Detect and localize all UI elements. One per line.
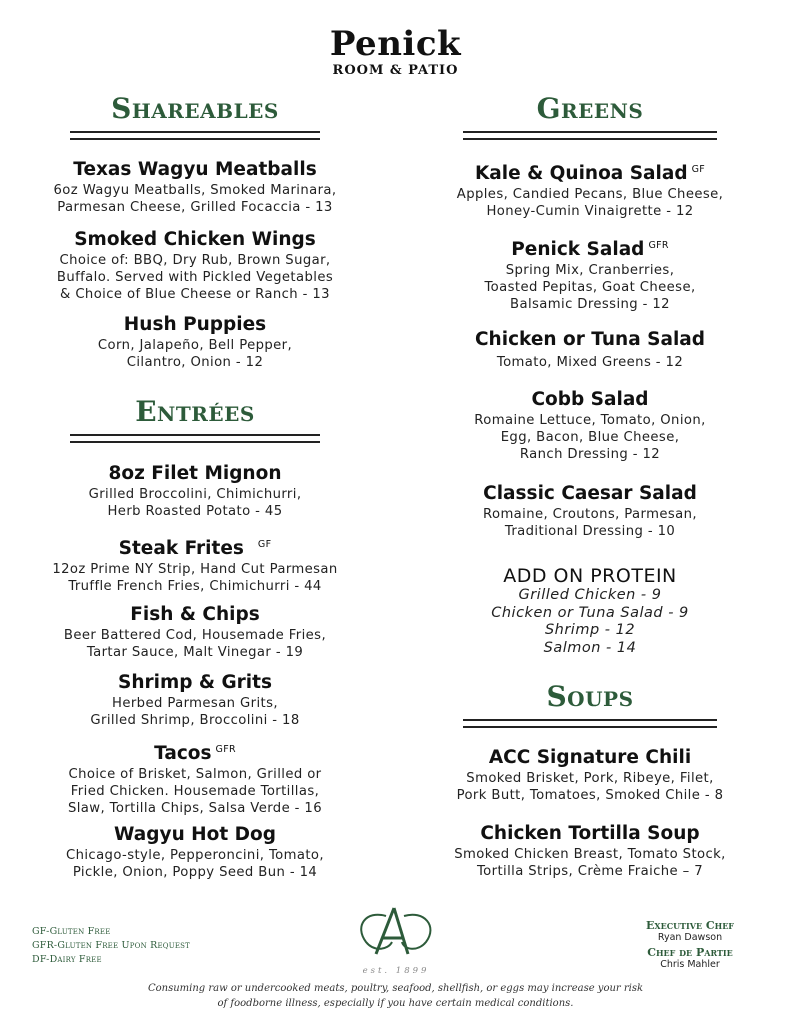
item-name-row bbox=[35, 533, 355, 561]
section-title-entrees: Entrées bbox=[135, 395, 255, 428]
menu-item bbox=[35, 603, 355, 661]
add-on-item: Grilled Chicken - 9 bbox=[518, 587, 662, 603]
item-desc: Toasted Pepitas, Goat Cheese, bbox=[484, 280, 696, 296]
item-desc: Tomato, Mixed Greens - 12 bbox=[496, 355, 684, 370]
item-name: 8oz Filet Mignon bbox=[108, 463, 282, 484]
emblem-icon bbox=[346, 902, 446, 962]
item-desc: Apples, Candied Pecans, Blue Cheese, bbox=[456, 187, 724, 203]
item-name-row bbox=[35, 738, 355, 766]
menu-item bbox=[430, 328, 750, 371]
item-desc: Slaw, Tortilla Chips, Salsa Verde - 16 bbox=[67, 801, 323, 817]
restaurant-subtitle: ROOM & PATIO bbox=[332, 63, 459, 78]
section-title-shareables: Shareables bbox=[111, 92, 279, 125]
menu-item bbox=[35, 671, 355, 729]
add-on-title: ADD ON PROTEIN bbox=[503, 565, 677, 587]
item-desc: Smoked Brisket, Pork, Ribeye, Filet, bbox=[466, 771, 714, 786]
item-name: Chicken Tortilla Soup bbox=[480, 823, 700, 844]
menu-item bbox=[35, 313, 355, 371]
item-name: Kale & Quinoa Salad bbox=[474, 163, 688, 185]
chef-credits bbox=[630, 919, 750, 970]
item-desc: Truffle French Fries, Chimichurri - 44 bbox=[68, 579, 322, 595]
item-desc: Cilantro, Onion - 12 bbox=[126, 355, 264, 370]
legend-item: DF-Dairy Free bbox=[32, 954, 102, 965]
item-desc: Herb Roasted Potato - 45 bbox=[107, 504, 283, 519]
item-name-row bbox=[430, 158, 750, 186]
menu-item bbox=[35, 158, 355, 216]
item-desc: Smoked Chicken Breast, Tomato Stock, bbox=[454, 847, 726, 862]
item-desc: Chicago-style, Pepperoncini, Tomato, bbox=[66, 848, 324, 863]
club-emblem bbox=[346, 902, 446, 976]
menu-item bbox=[430, 158, 750, 220]
item-desc: Buffalo. Served with Pickled Vegetables bbox=[56, 270, 334, 285]
item-name-row bbox=[430, 234, 750, 262]
item-desc: Romaine Lettuce, Tomato, Onion, bbox=[474, 413, 706, 428]
item-desc: Tortilla Strips, Crème Fraiche – 7 bbox=[476, 864, 704, 879]
item-desc: Choice of Brisket, Salmon, Grilled or bbox=[68, 767, 322, 783]
menu-item bbox=[430, 746, 750, 804]
section-divider bbox=[70, 131, 320, 140]
item-desc: Fried Chicken. Housemade Tortillas, bbox=[70, 784, 320, 800]
item-name: Steak Frites bbox=[118, 538, 244, 560]
add-on-item: Shrimp - 12 bbox=[544, 622, 636, 638]
menu-item bbox=[430, 388, 750, 463]
menu-item bbox=[35, 228, 355, 303]
restaurant-logo: Penick bbox=[329, 24, 462, 64]
item-name: Classic Caesar Salad bbox=[483, 483, 697, 504]
item-desc: Egg, Bacon, Blue Cheese, bbox=[500, 430, 680, 445]
item-desc: Herbed Parmesan Grits, bbox=[112, 696, 278, 711]
item-desc: Grilled Shrimp, Broccolini - 18 bbox=[90, 713, 300, 728]
menu-item bbox=[430, 822, 750, 880]
disclaimer-line: of foodborne illness, especially if you have certain medical conditions. bbox=[217, 998, 574, 1009]
dietary-tag: GF bbox=[257, 539, 272, 550]
dietary-tag: GFR bbox=[648, 240, 669, 251]
section-divider bbox=[70, 434, 320, 443]
add-on-protein bbox=[430, 565, 750, 657]
menu-item bbox=[35, 738, 355, 817]
dietary-tag: GFR bbox=[215, 744, 236, 755]
food-safety-disclaimer bbox=[60, 981, 731, 1011]
partie-chef-title: Chef de Partie bbox=[647, 946, 733, 959]
item-desc: Spring Mix, Cranberries, bbox=[505, 263, 675, 279]
item-name: Texas Wagyu Meatballs bbox=[73, 159, 317, 180]
item-name: Penick Salad bbox=[511, 239, 645, 261]
item-desc: Corn, Jalapeño, Bell Pepper, bbox=[97, 338, 293, 353]
item-desc: Parmesan Cheese, Grilled Focaccia - 13 bbox=[57, 200, 333, 215]
partie-chef-name: Chris Mahler bbox=[660, 959, 720, 970]
item-desc: Traditional Dressing - 10 bbox=[504, 524, 676, 539]
item-name: Wagyu Hot Dog bbox=[114, 824, 276, 845]
item-desc: Ranch Dressing - 12 bbox=[519, 447, 661, 462]
item-desc: 12oz Prime NY Strip, Hand Cut Parmesan bbox=[52, 562, 338, 578]
item-desc: 6oz Wagyu Meatballs, Smoked Marinara, bbox=[53, 183, 337, 198]
item-name: ACC Signature Chili bbox=[488, 747, 692, 768]
menu-item bbox=[35, 533, 355, 595]
item-desc: Pickle, Onion, Poppy Seed Bun - 14 bbox=[72, 865, 318, 880]
section-divider bbox=[463, 719, 717, 728]
disclaimer-line: Consuming raw or undercooked meats, poultry, seafood, shellfish, or eggs may increase your risk bbox=[147, 983, 644, 994]
dietary-legend bbox=[32, 925, 232, 967]
menu-item bbox=[430, 482, 750, 540]
item-desc: Romaine, Croutons, Parmesan, bbox=[483, 507, 697, 522]
item-name: Smoked Chicken Wings bbox=[74, 229, 316, 250]
item-desc: Tartar Sauce, Malt Vinegar - 19 bbox=[86, 645, 304, 660]
established-text: est. 1899 bbox=[362, 966, 430, 976]
item-name: Shrimp & Grits bbox=[118, 672, 272, 693]
legend-item: GFR-Gluten Free Upon Request bbox=[32, 940, 190, 951]
section-title-soups: Soups bbox=[546, 680, 634, 713]
exec-chef-name: Ryan Dawson bbox=[657, 932, 723, 943]
legend-item: GF-Gluten Free bbox=[32, 926, 111, 937]
item-name: Chicken or Tuna Salad bbox=[474, 329, 706, 350]
menu-item bbox=[430, 234, 750, 313]
item-desc: Pork Butt, Tomatoes, Smoked Chile - 8 bbox=[456, 788, 724, 803]
item-name: Fish & Chips bbox=[130, 604, 260, 625]
item-name: Cobb Salad bbox=[531, 389, 649, 410]
menu-item bbox=[35, 823, 355, 881]
item-desc: & Choice of Blue Cheese or Ranch - 13 bbox=[60, 287, 330, 302]
dietary-tag: GF bbox=[691, 164, 706, 175]
section-title-greens: Greens bbox=[536, 92, 644, 125]
item-desc: Choice of: BBQ, Dry Rub, Brown Sugar, bbox=[59, 253, 331, 268]
add-on-item: Chicken or Tuna Salad - 9 bbox=[491, 604, 689, 621]
item-desc: Balsamic Dressing - 12 bbox=[510, 297, 670, 313]
section-divider bbox=[463, 131, 717, 140]
item-desc: Beer Battered Cod, Housemade Fries, bbox=[63, 628, 327, 643]
menu-item bbox=[35, 462, 355, 520]
item-name: Tacos bbox=[154, 743, 212, 765]
exec-chef-title: Executive Chef bbox=[646, 919, 734, 932]
item-desc: Honey-Cumin Vinaigrette - 12 bbox=[486, 204, 694, 220]
item-name: Hush Puppies bbox=[123, 314, 267, 335]
item-desc: Grilled Broccolini, Chimichurri, bbox=[88, 487, 302, 502]
add-on-item: Salmon - 14 bbox=[543, 639, 637, 656]
